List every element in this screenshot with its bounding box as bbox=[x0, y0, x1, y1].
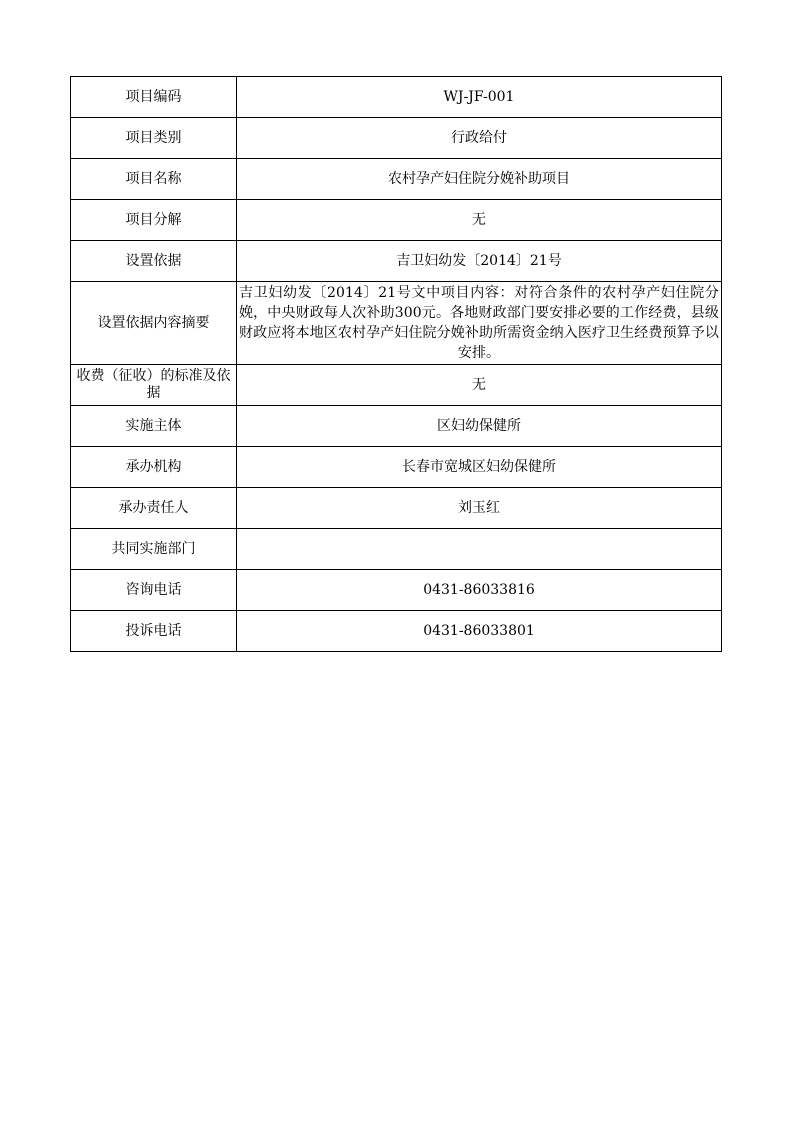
row-value: 0431-86033801 bbox=[237, 611, 722, 652]
table-row-implementer bbox=[71, 406, 722, 447]
row-label: 共同实施部门 bbox=[71, 529, 237, 570]
table-row-complaint-phone bbox=[71, 611, 722, 652]
row-label: 承办机构 bbox=[71, 447, 237, 488]
row-value: WJ-JF-001 bbox=[237, 77, 722, 118]
table-row-name bbox=[71, 159, 722, 200]
row-value: 区妇幼保健所 bbox=[237, 406, 722, 447]
row-value: 农村孕产妇住院分娩补助项目 bbox=[237, 159, 722, 200]
row-value: 0431-86033816 bbox=[237, 570, 722, 611]
project-info-table bbox=[70, 76, 722, 652]
row-label: 设置依据 bbox=[71, 241, 237, 282]
table-row-fee-standard bbox=[71, 365, 722, 406]
row-value: 吉卫妇幼发〔2014〕21号文中项目内容：对符合条件的农村孕产妇住院分娩，中央财政每人次补助300元。各地财政部门要安排必要的工作经费，县级财政应将本地区农村孕产妇住院分娩补助所需资金纳入医疗卫生经费预算予以安排。 bbox=[237, 282, 722, 365]
table-row-breakdown bbox=[71, 200, 722, 241]
table-row-category bbox=[71, 118, 722, 159]
row-value: 无 bbox=[237, 200, 722, 241]
row-label: 投诉电话 bbox=[71, 611, 237, 652]
row-label: 承办责任人 bbox=[71, 488, 237, 529]
table-row-inquiry-phone bbox=[71, 570, 722, 611]
row-value: 吉卫妇幼发〔2014〕21号 bbox=[237, 241, 722, 282]
row-label: 项目名称 bbox=[71, 159, 237, 200]
row-label: 项目类别 bbox=[71, 118, 237, 159]
table-row-basis bbox=[71, 241, 722, 282]
row-value bbox=[237, 529, 722, 570]
table-row-organizer bbox=[71, 447, 722, 488]
row-value: 行政给付 bbox=[237, 118, 722, 159]
table-row-basis-summary bbox=[71, 282, 722, 365]
row-label: 设置依据内容摘要 bbox=[71, 282, 237, 365]
row-label: 收费（征收）的标准及依据 bbox=[71, 365, 237, 406]
row-value: 长春市宽城区妇幼保健所 bbox=[237, 447, 722, 488]
table-row-responsible-person bbox=[71, 488, 722, 529]
row-label: 实施主体 bbox=[71, 406, 237, 447]
row-label: 咨询电话 bbox=[71, 570, 237, 611]
table-row-joint-departments bbox=[71, 529, 722, 570]
table-row-code bbox=[71, 77, 722, 118]
row-label: 项目编码 bbox=[71, 77, 237, 118]
row-value: 无 bbox=[237, 365, 722, 406]
row-value: 刘玉红 bbox=[237, 488, 722, 529]
row-label: 项目分解 bbox=[71, 200, 237, 241]
